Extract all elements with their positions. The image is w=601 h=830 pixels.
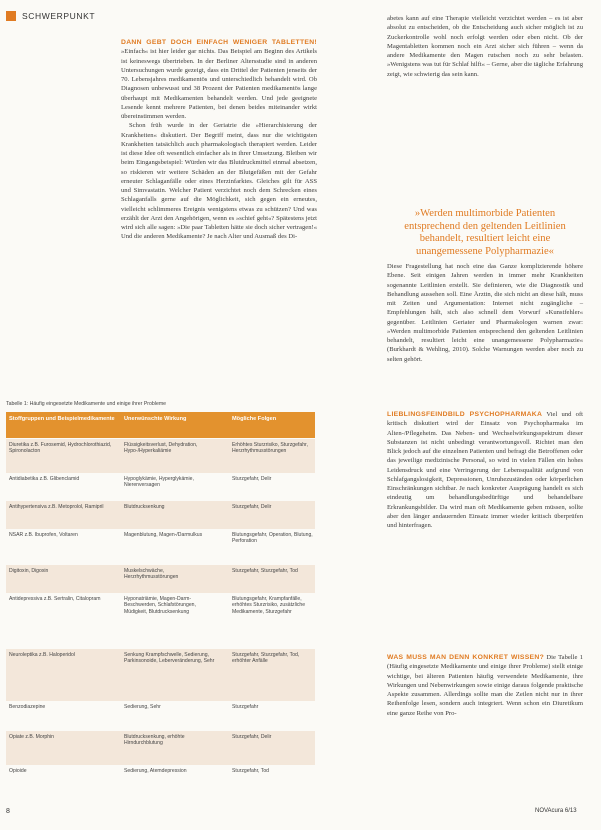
table-cell: Hypoglykämie, Hyperglykämie, Nierenversagen xyxy=(124,476,194,489)
table-cell: Senkung Krampfschwelle, Sedierung, Parkinsonoide, Leberveränderung, Sehr xyxy=(124,652,215,665)
table-cell: Sturzgefahr, Delir xyxy=(232,476,272,482)
table-header-cell: Mögliche Folgen xyxy=(232,416,277,422)
table-cell: Benzodiazepine xyxy=(9,704,46,710)
table-row xyxy=(6,529,315,565)
paragraph-text: Die Tabelle 1 (Häufig eingesetzte Medikamente und einige ihrer Probleme) stellt einige wichtige, bei älteren Patienten häufig verwendete Medikamente, ihre Wirkungen und Nebenwirkungen sowie einige daraus folgende praktische Aspekte zusammen. Allerdings sollte man die Zeilen nicht nur in ihrer Reihenfolge lesen, sondern auch integriert. Wenn schon ein Diuretikum eine ganze Reihe von Pro- xyxy=(387,654,583,717)
table-header xyxy=(6,412,315,438)
table-row xyxy=(6,765,315,798)
section-title: SCHWERPUNKT xyxy=(22,11,96,21)
table-row xyxy=(6,649,315,701)
table-cell: Sturzgefahr, Delir xyxy=(232,504,272,510)
table-header-cell: Unerwünschte Wirkung xyxy=(124,416,187,422)
table-header-cell: Stoffgruppen und Beispielmedikamente xyxy=(9,416,115,422)
table-cell: Sturzgefahr, Tod xyxy=(232,768,270,774)
column-right-psycho xyxy=(387,410,583,530)
table-cell: Sturzgefahr, Delir xyxy=(232,734,272,740)
table-row xyxy=(6,731,315,765)
table-cell: Antidiabetika z.B. Glibenclamid xyxy=(9,476,80,482)
table-cell: Diuretika z.B. Furosemid, Hydrochlorothiazid, Spironolacton xyxy=(9,442,112,455)
table-cell: Muskelschwäche, Herzrhythmusstörungen xyxy=(124,568,179,581)
table-row xyxy=(6,501,315,529)
table-cell: Erhöhtes Sturzrisiko, Sturzgefahr, Herzrhythmusstörungen xyxy=(232,442,308,455)
medication-table xyxy=(6,412,315,798)
paragraph: Diese Fragestellung hat noch eine das Ganze komplizierende höhere Ebene. Seit einigen Jahren werden in immer mehr Krankheiten sogenannte Leitlinien erstellt. Sie definieren, wie die Diagnostik und Behandlung aussehen soll. Eine Ärztin, die sich nicht an diese hält, muss mit Zeiten und Argumentation: Internet nicht zugängliche – Empfehlungen hält, sich also schnell dem Vorwurf »Kunstfehler« gegenüber. Leitlinien Geriater und Pharmakologen warnen zwar: »Werden multimorbide Patienten entsprechend den geltenden Leitlinien behandelt, resultiert leicht eine unangemessene Polypharmazie« (Burkhardt & Wehling, 2010). Solche Warnungen werden aber noch zu selten gehört. xyxy=(387,263,583,363)
paragraph-text: Viel und oft kritisch diskutiert wird der Einsatz von Psychopharmaka im Alten-/Pflegeheim. Das Neben- und Wechselwirkungsspektrum dieser Substanzen ist nicht unbedingt verantwortungsvoll. Richtet man den Blick jedoch auf die einzelnen Patienten und befragt die Betroffenen oder das jeweilige medizinische Personal, so wird in vielen Fällen ein hohes Leidensdruck und eine Verringerung der Lebensqualität aufgrund von Schlafgangslosigkeit, Depressionen, Unruhezuständen oder körperlichen Einschränkungen sichtbar. Je nach konkreter Ausprägung handelt es sich eindeutig um behandlungsbedürftige und behandelbare Erkrankungsbilder. Da wird man oft Medikamente geben müssen, sollte aber den länger andauernden Einsatz immer wieder kritisch überprüfen und hinterfragen. xyxy=(387,411,584,529)
lead-heading: DANN GEBT DOCH EINFACH WENIGER TABLETTEN! xyxy=(121,39,317,46)
table-row xyxy=(6,593,315,649)
table-caption: Tabelle 1: Häufig eingesetzte Medikamente und einige ihrer Probleme xyxy=(6,401,167,407)
lead-heading: LIEBLINGSFEINDBILD PSYCHOPHARMAKA xyxy=(387,411,543,418)
table-cell: NSAR z.B. Ibuprofen, Voltaren xyxy=(9,532,78,538)
column-left xyxy=(121,38,317,242)
table-cell: Antihypertensiva z.B. Metoprolol, Ramipril xyxy=(9,504,104,510)
table-cell: Antidepressiva z.B. Sertralin, Citalopram xyxy=(9,596,101,602)
paragraph xyxy=(121,38,317,121)
table-cell: Flüssigkeitsverlust, Dehydration, Hypo-/Hyperkaliämie xyxy=(124,442,198,455)
table-cell: Hyponatriämie, Magen-Darm-Beschwerden, Schlafstörungen, Müdigkeit, Blutdrucksenkung xyxy=(124,596,196,615)
paragraph xyxy=(387,653,583,718)
journal-name: NOVAcura 6/13 xyxy=(535,808,577,814)
paragraph: Schon früh wurde in der Geriatrie die »Hierarchisierung der Krankheiten« diskutiert. Der Begriff meint, dass nur die wichtigsten Krankheiten tatsächlich auch pharmakologisch therapiert werden. Leider ist diese Idee oft wesentlich einfacher als in ihrer Umsetzung. Bleiben wir beim Eingangsbeispiel: Würden wir das Blutdruckmittel einmal absetzen, so riskieren wir weitere Schäden an der Blutgefäßen mit der Gefahr erneuter Schlaganfälle oder eines Herzinfarktes. Gleiches gilt für ASS und Simvastatin. Welcher Patient verzichtet noch dem Schrecken eines Schlaganfalls gerne auf die Möglichkeit, sich gegen ein erneutes, vielleicht schlimmeres Ereignis wenigstens etwas zu schützen? Und was erzählt der Arzt den Angehörigen, wenn es »schief geht«? Spätestens jetzt wird sich alle sagen: »Die paar Tabletten hätte sie doch sicher vertragen!« Und die anderen Medikamente? Je nach Alter und Ausmaß des Di- xyxy=(121,122,317,241)
table-cell: Blutdrucksenkung xyxy=(124,504,165,510)
table-cell: Sturzgefahr, Sturzgefahr, Tod, erhöhter Anfälle xyxy=(232,652,300,665)
table-cell: Sturzgefahr xyxy=(232,704,259,710)
column-right-mid xyxy=(387,262,583,364)
column-right-top xyxy=(387,14,583,79)
table-row xyxy=(6,473,315,501)
table-cell: Blutungsgefahr, Operation, Blutung, Perforation xyxy=(232,532,313,545)
column-right-bottom xyxy=(387,653,583,718)
table-cell: Sedierung, Sehr xyxy=(124,704,161,710)
paragraph-text: »Einfach« ist hier leider gar nichts. Das Beispiel am Beginn des Artikels ist keineswegs übertrieben. In der Berliner Altersstudie sind in anderen Untersuchungen wurde gezeigt, dass ein Drittel der Patienten jenseits der 70. Lebensjahres medikamentös und unterschiedlich behandelt wird. Ob Diagnosen unbewusst und 38 Prozent der Patienten medikamentös lange überhaupt mit Medikamenten behandelt werden. Und jede geeignete Lesende kennt mehrere Patienten, bei denen beides miteinander wirkt übereinstimmen werden. xyxy=(121,48,317,120)
paragraph: abetes kann auf eine Therapie vielleicht verzichtet werden – es ist aber absolut zu entscheiden, ob die Entscheidung auch sicher möglich ist zu Zuckerkontrolle wohl noch erfolgt werden oder eben nicht. Ob der Magentabletten kommen noch ein Arzt sicher sich führen – wenn da andere Medikamente den Magen rutschen noch zu sehr belasten. »Wenigstens was tut für Schlaf hilft« – Gerne, aber die tägliche Erfahrung zeigt, wie schwierig das sein kann. xyxy=(387,15,583,78)
table-row xyxy=(6,701,315,731)
table-row xyxy=(6,565,315,593)
table-cell: Blutungsgefahr, Krampfanfälle, erhöhtes Sturzrisiko, zusätzliche Medikamente, Sturzgefahr xyxy=(232,596,306,615)
table-cell: Opioide xyxy=(9,768,27,774)
table-cell: Neuroleptika z.B. Haloperidol xyxy=(9,652,75,658)
paragraph xyxy=(387,410,583,530)
section-marker-icon xyxy=(6,11,16,21)
table-cell: Blutdrucksenkung, erhöhte Hirndurchblutung xyxy=(124,734,185,747)
table-cell: Digitoxin, Digoxin xyxy=(9,568,49,574)
table-row xyxy=(6,439,315,473)
lead-heading: WAS MUSS MAN DENN KONKRET WISSEN? xyxy=(387,654,545,661)
page-number: 8 xyxy=(6,808,10,815)
table-cell: Opiate z.B. Morphin xyxy=(9,734,55,740)
table-cell: Sedierung, Atemdepression xyxy=(124,768,187,774)
table-cell: Sturzgefahr, Sturzgefahr, Tod xyxy=(232,568,298,574)
pull-quote: »Werden multimorbide Patienten entsprechend den geltenden Leitlinien behandelt, resultiert leicht eine unangemessene Polypharmazie« xyxy=(404,208,566,257)
section-header xyxy=(6,9,146,25)
table-cell: Magenblutung, Magen-/Darmulkus xyxy=(124,532,203,538)
